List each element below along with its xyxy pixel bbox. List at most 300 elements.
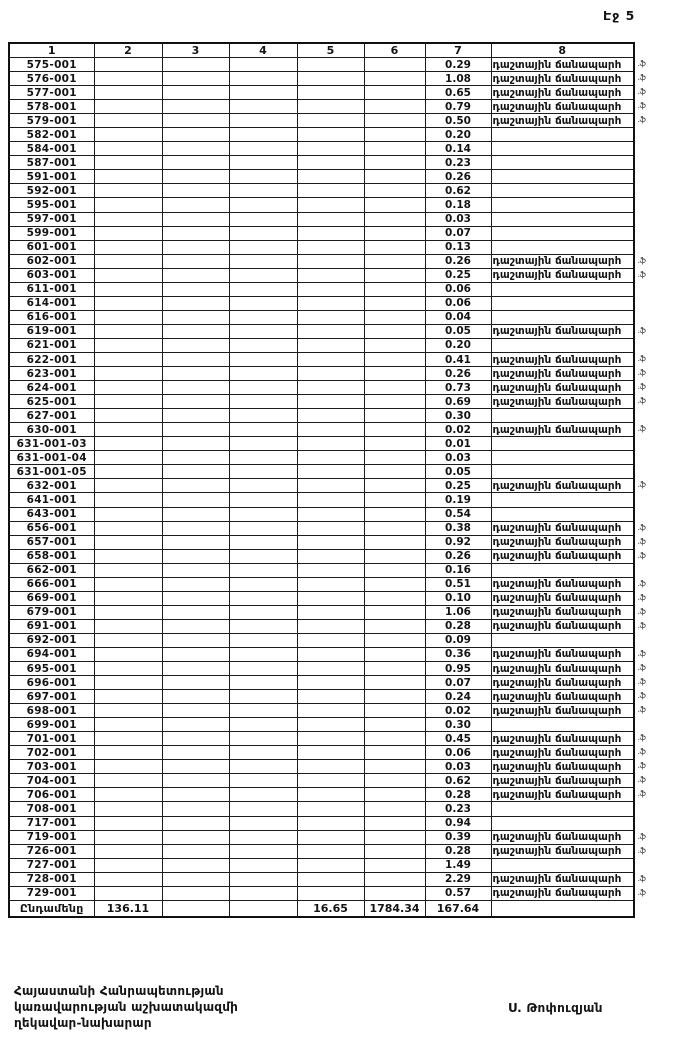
col5-cell [297, 676, 364, 690]
col5-cell [297, 240, 364, 254]
col5-cell [297, 802, 364, 816]
road-type-cell [491, 381, 646, 395]
col4-cell [229, 690, 297, 704]
parcel-code-cell: 708-001 [9, 802, 94, 816]
area-value-cell: 0.09 [425, 633, 491, 647]
area-value-cell: 0.07 [425, 676, 491, 690]
col2-cell [94, 437, 162, 451]
road-type-cell [491, 886, 646, 900]
col4-cell [229, 156, 297, 170]
col2-cell [94, 816, 162, 830]
col4-cell [229, 704, 297, 718]
road-type-cell [491, 493, 634, 507]
parcel-code-cell: 630-001 [9, 423, 94, 437]
col6-cell [364, 746, 425, 760]
area-value-cell: 0.79 [425, 100, 491, 114]
road-type-cell [491, 619, 646, 633]
margin-annotation: .ֆ [637, 705, 646, 715]
col3-cell [162, 479, 229, 493]
road-type-cell [491, 423, 646, 437]
road-type-label: դաշտային ճանապարհ [492, 592, 622, 605]
parcel-code-cell: 641-001 [9, 493, 94, 507]
road-type-label: դաշտային ճանապարհ [492, 353, 622, 366]
area-value-cell: 0.69 [425, 395, 491, 409]
col6-cell [364, 268, 425, 282]
col5-cell [297, 886, 364, 900]
signature-name: Ս. Թոփուզյան [508, 1001, 603, 1015]
col4-cell [229, 367, 297, 381]
col4-cell [229, 170, 297, 184]
col3-cell [162, 282, 229, 296]
parcel-code-cell: 726-001 [9, 844, 94, 858]
parcel-code-cell: 694-001 [9, 647, 94, 661]
column-header-4: 4 [229, 43, 297, 58]
col2-cell [94, 647, 162, 661]
table-row [9, 746, 634, 760]
col4-cell [229, 58, 297, 72]
col3-cell [162, 662, 229, 676]
table-row [9, 423, 634, 437]
col6-cell [364, 310, 425, 324]
col5-cell [297, 352, 364, 366]
table-row [9, 676, 634, 690]
margin-annotation: .ֆ [637, 325, 646, 335]
col2-cell [94, 240, 162, 254]
col3-cell [162, 872, 229, 886]
col3-cell [162, 268, 229, 282]
col6-cell [364, 170, 425, 184]
col2-cell [94, 395, 162, 409]
col4-cell [229, 381, 297, 395]
col3-cell [162, 577, 229, 591]
col3-cell [162, 676, 229, 690]
road-type-label: դաշտային ճանապարհ [492, 536, 622, 549]
road-type-label: դաշտային ճանապարհ [492, 550, 622, 563]
col6-cell [364, 830, 425, 844]
col2-cell [94, 760, 162, 774]
col6-cell [364, 577, 425, 591]
area-value-cell: 0.41 [425, 352, 491, 366]
road-type-cell [491, 58, 646, 72]
col6-cell [364, 521, 425, 535]
col2-cell [94, 58, 162, 72]
parcel-code-cell: 728-001 [9, 872, 94, 886]
col2-cell [94, 830, 162, 844]
parcel-code-cell: 706-001 [9, 788, 94, 802]
col2-cell [94, 676, 162, 690]
margin-annotation: .ֆ [637, 115, 646, 125]
area-value-cell: 0.23 [425, 802, 491, 816]
road-type-cell [491, 844, 646, 858]
parcel-code-cell: 577-001 [9, 86, 94, 100]
table-row [9, 886, 634, 900]
road-type-label: դաշտային ճանապարհ [492, 395, 622, 408]
area-value-cell: 0.36 [425, 647, 491, 661]
parcel-code-cell: 582-001 [9, 128, 94, 142]
col5-cell [297, 760, 364, 774]
area-value-cell: 0.18 [425, 198, 491, 212]
col2-cell [94, 774, 162, 788]
road-type-cell [491, 521, 646, 535]
area-value-cell: 0.07 [425, 226, 491, 240]
road-type-label: դաշտային ճանապարհ [492, 873, 622, 886]
col2-cell [94, 268, 162, 282]
road-type-label: դաշտային ճանապարհ [492, 760, 622, 773]
col4-cell [229, 844, 297, 858]
col5-cell [297, 170, 364, 184]
col3-cell [162, 563, 229, 577]
col6-cell [364, 226, 425, 240]
col2-cell [94, 633, 162, 647]
col3-cell [162, 142, 229, 156]
area-value-cell: 0.02 [425, 704, 491, 718]
road-type-label: դաշտային ճանապարհ [492, 620, 622, 633]
col4-cell [229, 423, 297, 437]
col2-cell [94, 226, 162, 240]
col2-cell [94, 605, 162, 619]
col2-cell [94, 479, 162, 493]
col4-cell [229, 563, 297, 577]
road-type-label: դաշտային ճանապարհ [492, 774, 622, 787]
road-type-cell [491, 774, 646, 788]
totals-col6-cell: 1784.34 [364, 900, 425, 917]
area-value-cell: 1.06 [425, 605, 491, 619]
parcel-code-cell: 584-001 [9, 142, 94, 156]
col2-cell [94, 212, 162, 226]
col5-cell [297, 310, 364, 324]
road-type-cell [491, 100, 646, 114]
road-type-label: դաշտային ճանապարհ [492, 606, 622, 619]
parcel-code-cell: 692-001 [9, 633, 94, 647]
area-value-cell: 1.49 [425, 858, 491, 872]
col3-cell [162, 647, 229, 661]
col6-cell [364, 100, 425, 114]
col4-cell [229, 746, 297, 760]
col5-cell [297, 493, 364, 507]
table-row [9, 774, 634, 788]
col5-cell [297, 437, 364, 451]
column-header-7: 7 [425, 43, 491, 58]
margin-annotation: .ֆ [637, 606, 646, 616]
col5-cell [297, 605, 364, 619]
col6-cell [364, 886, 425, 900]
col6-cell [364, 282, 425, 296]
col6-cell [364, 86, 425, 100]
road-type-cell [491, 226, 634, 240]
margin-annotation: .ֆ [637, 873, 646, 883]
area-value-cell: 0.28 [425, 844, 491, 858]
col5-cell [297, 591, 364, 605]
parcel-code-cell: 625-001 [9, 395, 94, 409]
land-register-table [8, 42, 646, 918]
road-type-cell [491, 760, 646, 774]
column-header-5: 5 [297, 43, 364, 58]
col4-cell [229, 830, 297, 844]
col2-cell [94, 156, 162, 170]
road-type-cell [491, 647, 646, 661]
col4-cell [229, 142, 297, 156]
margin-annotation: .ֆ [637, 353, 646, 363]
col2-cell [94, 451, 162, 465]
col5-cell [297, 830, 364, 844]
area-value-cell: 0.02 [425, 423, 491, 437]
col2-cell [94, 844, 162, 858]
parcel-code-cell: 595-001 [9, 198, 94, 212]
table-row [9, 563, 634, 577]
margin-annotation: .ֆ [637, 522, 646, 532]
col3-cell [162, 324, 229, 338]
col5-cell [297, 156, 364, 170]
table-row [9, 226, 634, 240]
area-value-cell: 0.39 [425, 830, 491, 844]
col4-cell [229, 647, 297, 661]
col4-cell [229, 395, 297, 409]
road-type-cell [491, 268, 646, 282]
table-row [9, 437, 634, 451]
col6-cell [364, 535, 425, 549]
parcel-code-cell: 691-001 [9, 619, 94, 633]
road-type-label: դաշտային ճանապարհ [492, 648, 622, 661]
col2-cell [94, 184, 162, 198]
col4-cell [229, 732, 297, 746]
area-value-cell: 0.19 [425, 493, 491, 507]
col3-cell [162, 100, 229, 114]
col2-cell [94, 338, 162, 352]
page-number: Էջ 5 [603, 8, 636, 23]
col3-cell [162, 226, 229, 240]
area-value-cell: 0.26 [425, 367, 491, 381]
table-row [9, 802, 634, 816]
parcel-code-cell: 662-001 [9, 563, 94, 577]
col3-cell [162, 381, 229, 395]
col3-cell [162, 619, 229, 633]
parcel-code-cell: 717-001 [9, 816, 94, 830]
col2-cell [94, 493, 162, 507]
road-type-cell [491, 535, 646, 549]
col3-cell [162, 72, 229, 86]
parcel-code-cell: 611-001 [9, 282, 94, 296]
table-row [9, 156, 634, 170]
col3-cell [162, 774, 229, 788]
col2-cell [94, 142, 162, 156]
col6-cell [364, 128, 425, 142]
parcel-code-cell: 631-001-04 [9, 451, 94, 465]
margin-annotation: .ֆ [637, 789, 646, 799]
road-type-cell [491, 352, 646, 366]
road-type-label: դաշտային ճանապարհ [492, 72, 622, 85]
parcel-code-cell: 592-001 [9, 184, 94, 198]
col3-cell [162, 760, 229, 774]
road-type-cell [491, 198, 634, 212]
col6-cell [364, 619, 425, 633]
road-type-cell [491, 296, 634, 310]
margin-annotation: .ֆ [637, 578, 646, 588]
col3-cell [162, 352, 229, 366]
road-type-label: դաշտային ճանապարհ [492, 522, 622, 535]
road-type-label: դաշտային ճանապարհ [492, 58, 622, 71]
col3-cell [162, 240, 229, 254]
area-value-cell: 0.94 [425, 816, 491, 830]
area-value-cell: 0.65 [425, 86, 491, 100]
col4-cell [229, 296, 297, 310]
margin-annotation: .ֆ [637, 87, 646, 97]
area-value-cell: 0.01 [425, 437, 491, 451]
table-row [9, 662, 634, 676]
col2-cell [94, 662, 162, 676]
area-value-cell: 0.05 [425, 465, 491, 479]
area-value-cell: 0.28 [425, 619, 491, 633]
road-type-cell [491, 830, 646, 844]
col5-cell [297, 338, 364, 352]
totals-col7-cell: 167.64 [425, 900, 491, 917]
col6-cell [364, 844, 425, 858]
col5-cell [297, 324, 364, 338]
col4-cell [229, 535, 297, 549]
parcel-code-cell: 622-001 [9, 352, 94, 366]
table-row [9, 816, 634, 830]
table-row [9, 184, 634, 198]
col2-cell [94, 282, 162, 296]
table-row [9, 240, 634, 254]
col3-cell [162, 746, 229, 760]
col3-cell [162, 858, 229, 872]
col2-cell [94, 507, 162, 521]
area-value-cell: 0.14 [425, 142, 491, 156]
road-type-cell [491, 732, 646, 746]
parcel-code-cell: 695-001 [9, 662, 94, 676]
road-type-label: դաշտային ճանապարհ [492, 381, 622, 394]
col3-cell [162, 395, 229, 409]
col5-cell [297, 128, 364, 142]
area-value-cell: 0.26 [425, 170, 491, 184]
area-value-cell: 0.38 [425, 521, 491, 535]
table-row [9, 788, 634, 802]
col3-cell [162, 802, 229, 816]
totals-row [9, 900, 634, 917]
col5-cell [297, 86, 364, 100]
table-row [9, 844, 634, 858]
margin-annotation: .ֆ [637, 761, 646, 771]
totals-col2-cell: 136.11 [94, 900, 162, 917]
road-type-cell [491, 86, 646, 100]
table-row [9, 465, 634, 479]
col6-cell [364, 367, 425, 381]
col4-cell [229, 577, 297, 591]
column-header-2: 2 [94, 43, 162, 58]
column-header-3: 3 [162, 43, 229, 58]
col6-cell [364, 58, 425, 72]
area-value-cell: 0.28 [425, 788, 491, 802]
margin-annotation: .ֆ [637, 620, 646, 630]
col5-cell [297, 100, 364, 114]
col6-cell [364, 507, 425, 521]
col3-cell [162, 198, 229, 212]
table-row [9, 352, 634, 366]
margin-annotation: .ֆ [637, 691, 646, 701]
col2-cell [94, 718, 162, 732]
col6-cell [364, 395, 425, 409]
table-row [9, 86, 634, 100]
parcel-code-cell: 666-001 [9, 577, 94, 591]
margin-annotation: .ֆ [637, 775, 646, 785]
col3-cell [162, 212, 229, 226]
table-row [9, 605, 634, 619]
col4-cell [229, 437, 297, 451]
parcel-code-cell: 679-001 [9, 605, 94, 619]
parcel-code-cell: 696-001 [9, 676, 94, 690]
table-row [9, 858, 634, 872]
parcel-code-cell: 601-001 [9, 240, 94, 254]
area-value-cell: 0.06 [425, 746, 491, 760]
col6-cell [364, 409, 425, 423]
col2-cell [94, 170, 162, 184]
area-value-cell: 0.30 [425, 409, 491, 423]
col6-cell [364, 690, 425, 704]
column-header-1: 1 [9, 43, 94, 58]
table-row [9, 591, 634, 605]
col5-cell [297, 521, 364, 535]
road-type-label: դաշտային ճանապարհ [492, 845, 622, 858]
col2-cell [94, 563, 162, 577]
col3-cell [162, 605, 229, 619]
parcel-code-cell: 614-001 [9, 296, 94, 310]
road-type-cell [491, 577, 646, 591]
col6-cell [364, 254, 425, 268]
parcel-code-cell: 627-001 [9, 409, 94, 423]
parcel-code-cell: 597-001 [9, 212, 94, 226]
road-type-cell [491, 170, 634, 184]
margin-annotation: .ֆ [637, 831, 646, 841]
area-value-cell: 0.92 [425, 535, 491, 549]
col5-cell [297, 423, 364, 437]
table-row [9, 72, 634, 86]
col6-cell [364, 437, 425, 451]
col3-cell [162, 451, 229, 465]
area-value-cell: 2.29 [425, 872, 491, 886]
col3-cell [162, 521, 229, 535]
table-row [9, 198, 634, 212]
road-type-cell [491, 282, 634, 296]
col4-cell [229, 676, 297, 690]
road-type-cell [491, 184, 634, 198]
margin-annotation: .ֆ [637, 480, 646, 490]
col6-cell [364, 493, 425, 507]
col5-cell [297, 690, 364, 704]
col3-cell [162, 128, 229, 142]
org-title-block [14, 983, 238, 1031]
table-header-row [9, 43, 634, 58]
totals-col3-cell [162, 900, 229, 917]
col4-cell [229, 451, 297, 465]
area-value-cell: 0.54 [425, 507, 491, 521]
parcel-code-cell: 623-001 [9, 367, 94, 381]
col4-cell [229, 198, 297, 212]
area-value-cell: 0.06 [425, 282, 491, 296]
col6-cell [364, 381, 425, 395]
col6-cell [364, 142, 425, 156]
parcel-code-cell: 576-001 [9, 72, 94, 86]
parcel-code-cell: 658-001 [9, 549, 94, 563]
road-type-cell [491, 802, 634, 816]
table-row [9, 338, 634, 352]
table-row [9, 395, 634, 409]
col5-cell [297, 872, 364, 886]
col4-cell [229, 324, 297, 338]
col6-cell [364, 114, 425, 128]
parcel-code-cell: 619-001 [9, 324, 94, 338]
col4-cell [229, 521, 297, 535]
road-type-cell [491, 690, 646, 704]
